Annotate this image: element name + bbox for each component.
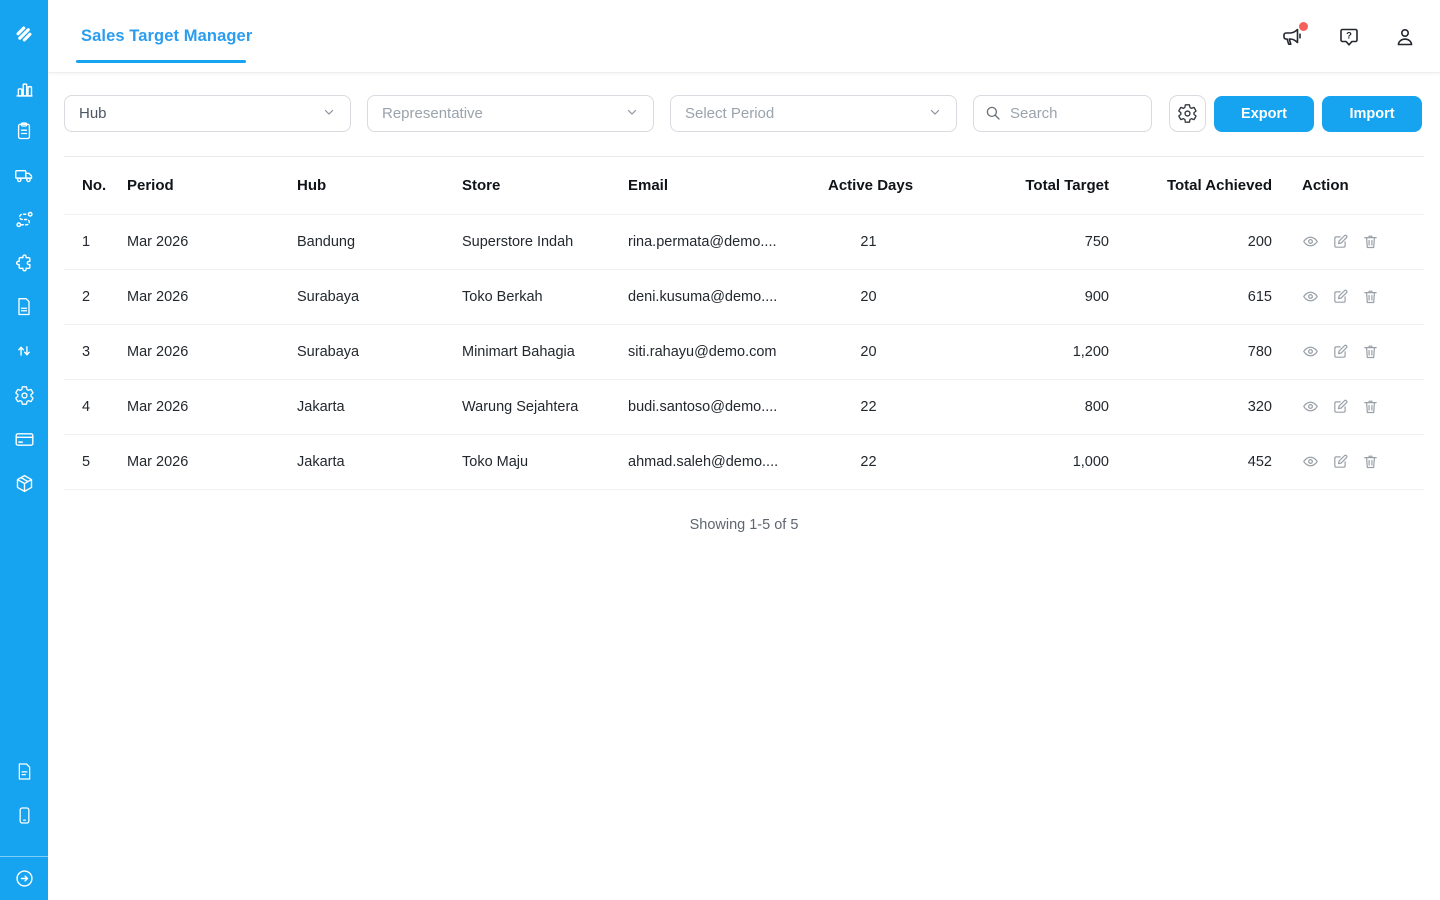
cell-period: Mar 2026: [127, 269, 297, 324]
cell-total-target: 900: [909, 269, 1109, 324]
export-button[interactable]: Export: [1214, 96, 1314, 132]
view-eye-icon[interactable]: [1302, 343, 1319, 360]
table-row: [64, 379, 1424, 434]
cell-no: 3: [64, 324, 127, 379]
delete-trash-icon[interactable]: [1362, 398, 1379, 415]
edit-icon[interactable]: [1332, 398, 1349, 415]
sidebar-divider: [0, 856, 48, 857]
truck-icon[interactable]: [0, 157, 48, 193]
col-header-store: Store: [462, 176, 501, 194]
cell-total-achieved: 320: [1109, 379, 1272, 434]
settings-gear-icon[interactable]: [0, 377, 48, 413]
delete-trash-icon[interactable]: [1362, 453, 1379, 470]
table-row: [64, 269, 1424, 324]
cell-store: Minimart Bahagia: [462, 324, 628, 379]
edit-icon[interactable]: [1332, 453, 1349, 470]
import-button[interactable]: Import: [1322, 96, 1422, 132]
package-box-icon[interactable]: [0, 465, 48, 501]
edit-icon[interactable]: [1332, 288, 1349, 305]
cell-hub: Jakarta: [297, 379, 462, 434]
col-header-active-days: Active Days: [828, 176, 914, 194]
cell-active-days: 22: [828, 434, 909, 489]
representative-select[interactable]: [367, 95, 654, 132]
cell-total-achieved: 452: [1109, 434, 1272, 489]
col-header-total-achieved: Total Achieved: [1166, 176, 1272, 194]
app-logo[interactable]: [0, 16, 48, 52]
cell-total-achieved: 780: [1109, 324, 1272, 379]
col-header-total-target: Total Target: [1025, 176, 1109, 194]
cell-hub: Surabaya: [297, 269, 462, 324]
view-eye-icon[interactable]: [1302, 398, 1319, 415]
col-header-period: Period: [127, 176, 174, 194]
cell-total-achieved: 200: [1109, 214, 1272, 269]
view-eye-icon[interactable]: [1302, 233, 1319, 250]
delete-trash-icon[interactable]: [1362, 288, 1379, 305]
svg-text:?: ?: [1346, 30, 1352, 42]
representative-select-placeholder: Representative: [382, 105, 483, 122]
table-header-row: [64, 157, 1424, 214]
cell-email: rina.permata@demo....: [628, 214, 828, 269]
cell-email: ahmad.saleh@demo....: [628, 434, 828, 489]
row-actions: [1302, 233, 1424, 250]
puzzle-icon[interactable]: [0, 245, 48, 281]
cell-period: Mar 2026: [127, 379, 297, 434]
cell-active-days: 20: [828, 324, 909, 379]
collapse-arrow-icon[interactable]: [0, 860, 48, 896]
announcement-icon[interactable]: [1280, 24, 1306, 50]
credit-card-icon[interactable]: [0, 421, 48, 457]
row-actions: [1302, 398, 1424, 415]
cell-hub: Bandung: [297, 214, 462, 269]
sidebar: [0, 0, 48, 900]
cell-total-target: 800: [909, 379, 1109, 434]
delete-trash-icon[interactable]: [1362, 233, 1379, 250]
table-row: [64, 214, 1424, 269]
cell-active-days: 21: [828, 214, 909, 269]
page-header: [48, 0, 1440, 73]
cell-no: 4: [64, 379, 127, 434]
row-actions: [1302, 453, 1424, 470]
cell-email: deni.kusuma@demo....: [628, 269, 828, 324]
period-select-placeholder: Select Period: [685, 105, 775, 122]
chevron-down-icon: [625, 105, 639, 123]
cell-no: 1: [64, 214, 127, 269]
period-select[interactable]: [670, 95, 957, 132]
cell-store: Warung Sejahtera: [462, 379, 628, 434]
cell-hub: Surabaya: [297, 324, 462, 379]
chevron-down-icon: [322, 105, 336, 123]
search-box: [973, 95, 1152, 132]
filter-bar: [64, 95, 1424, 132]
table-bottom-border: [64, 489, 1424, 490]
report-document-icon[interactable]: [0, 289, 48, 325]
main-area: [48, 0, 1440, 900]
clipboard-icon[interactable]: [0, 113, 48, 149]
col-header-email: Email: [628, 176, 669, 194]
chevron-down-icon: [928, 105, 942, 123]
edit-icon[interactable]: [1332, 343, 1349, 360]
hub-select-value: Hub: [79, 105, 107, 122]
topbar-icons: [1280, 0, 1418, 73]
view-eye-icon[interactable]: [1302, 453, 1319, 470]
row-actions: [1302, 343, 1424, 360]
smartphone-icon[interactable]: [0, 797, 48, 833]
hub-select[interactable]: [64, 95, 351, 132]
bar-chart-icon[interactable]: [0, 70, 48, 106]
cell-period: Mar 2026: [127, 324, 297, 379]
cell-period: Mar 2026: [127, 214, 297, 269]
table-row: [64, 434, 1424, 489]
cell-store: Toko Maju: [462, 434, 628, 489]
delete-trash-icon[interactable]: [1362, 343, 1379, 360]
edit-icon[interactable]: [1332, 233, 1349, 250]
route-icon[interactable]: [0, 201, 48, 237]
col-header-no: No.: [82, 176, 107, 194]
targets-table-wrap: [64, 156, 1424, 533]
cell-hub: Jakarta: [297, 434, 462, 489]
cell-email: budi.santoso@demo....: [628, 379, 828, 434]
notification-dot: [1299, 22, 1308, 31]
pagination-summary: Showing 1-5 of 5: [689, 517, 799, 533]
col-header-action: Action: [1302, 176, 1349, 194]
active-tab-indicator: [76, 60, 246, 63]
view-eye-icon[interactable]: [1302, 288, 1319, 305]
column-settings-button[interactable]: [1169, 95, 1206, 132]
cell-no: 2: [64, 269, 127, 324]
targets-table: [64, 157, 1424, 489]
cell-total-achieved: 615: [1109, 269, 1272, 324]
cell-store: Superstore Indah: [462, 214, 628, 269]
cell-period: Mar 2026: [127, 434, 297, 489]
gear-icon: [1177, 103, 1198, 124]
transfer-arrows-icon[interactable]: [0, 333, 48, 369]
cell-total-target: 750: [909, 214, 1109, 269]
cell-email: siti.rahayu@demo.com: [628, 324, 828, 379]
help-icon[interactable]: [1336, 24, 1362, 50]
page-title: Sales Target Manager: [81, 27, 253, 45]
user-icon[interactable]: [1392, 24, 1418, 50]
table-row: [64, 324, 1424, 379]
cell-store: Toko Berkah: [462, 269, 628, 324]
cell-total-target: 1,200: [909, 324, 1109, 379]
cell-total-target: 1,000: [909, 434, 1109, 489]
search-icon: [984, 104, 1002, 127]
cell-active-days: 20: [828, 269, 909, 324]
col-header-hub: Hub: [297, 176, 327, 194]
file-text-icon[interactable]: [0, 753, 48, 789]
cell-no: 5: [64, 434, 127, 489]
row-actions: [1302, 288, 1424, 305]
cell-active-days: 22: [828, 379, 909, 434]
